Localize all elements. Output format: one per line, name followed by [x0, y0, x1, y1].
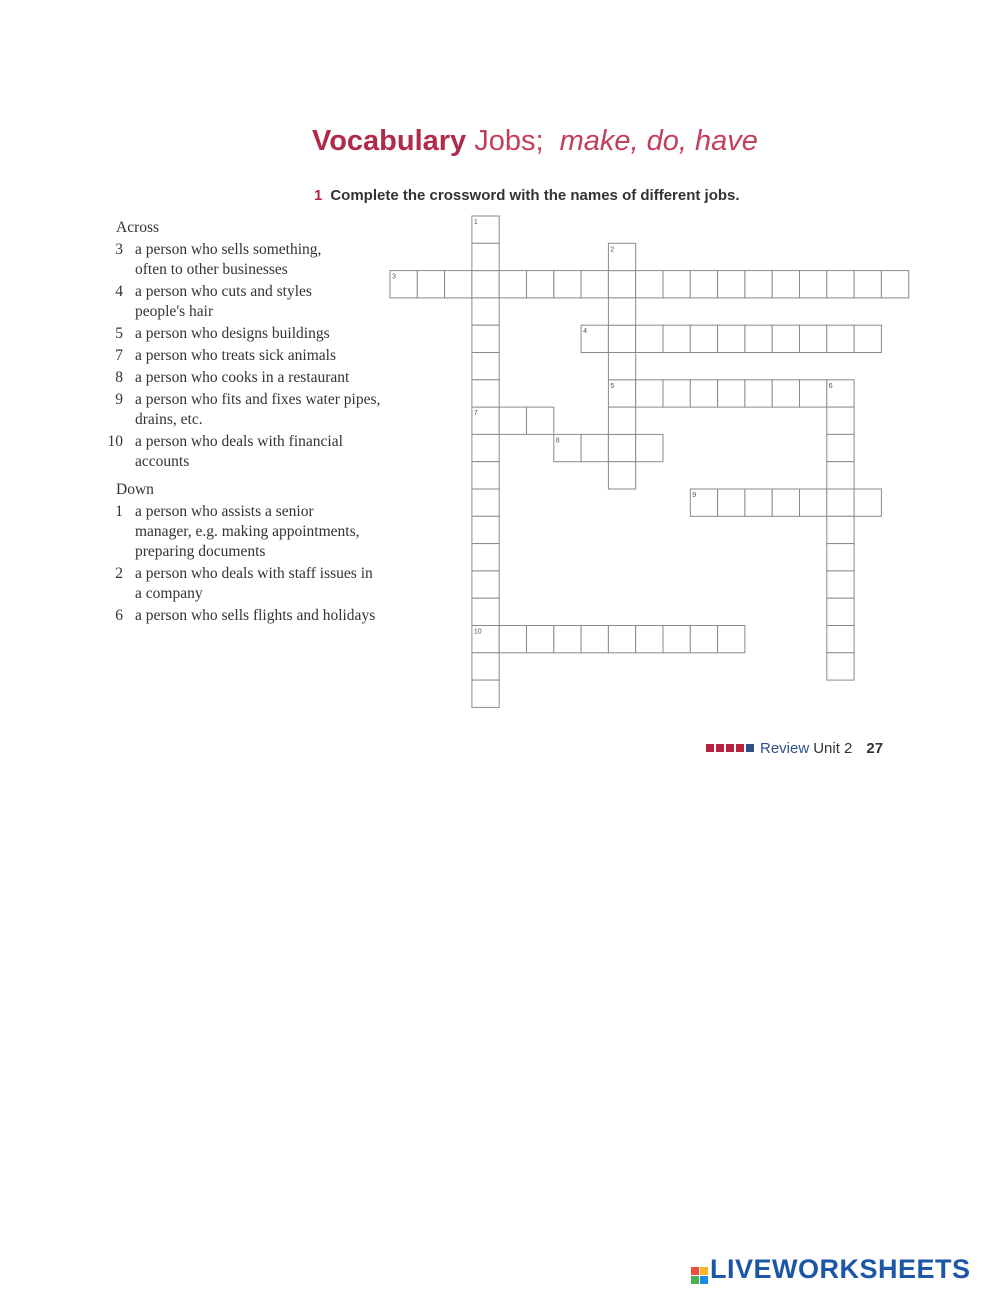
logo-mark-icon	[691, 1267, 708, 1284]
crossword-cell[interactable]	[472, 462, 499, 489]
crossword-cell[interactable]	[472, 298, 499, 325]
crossword-cell[interactable]	[472, 626, 499, 653]
down-clue-6	[104, 606, 414, 626]
crossword-cell[interactable]	[690, 489, 717, 516]
across-clue-10	[104, 432, 414, 472]
clue-text: a person who cuts and styles people's hair	[135, 283, 312, 320]
clue-number-label: 9	[692, 492, 697, 499]
crossword-cell[interactable]	[608, 380, 635, 407]
footer-square-icon	[726, 744, 734, 752]
crossword-cell[interactable]	[854, 325, 881, 352]
across-clue-7	[104, 346, 414, 366]
footer-square-icon	[746, 744, 754, 752]
crossword-cell[interactable]	[881, 271, 908, 298]
crossword-cell[interactable]	[608, 626, 635, 653]
crossword-cell[interactable]	[663, 626, 690, 653]
crossword-cell[interactable]	[554, 271, 581, 298]
crossword-cell[interactable]	[827, 325, 854, 352]
crossword-cell[interactable]	[827, 516, 854, 543]
crossword-cell[interactable]	[472, 216, 499, 243]
down-clues	[104, 502, 414, 626]
logo-text: LIVEWORKSHEETS	[710, 1254, 971, 1284]
crossword-cell[interactable]	[499, 407, 526, 434]
crossword-cell[interactable]	[608, 407, 635, 434]
title-vocabulary: Vocabulary	[312, 125, 467, 157]
crossword-cell[interactable]	[827, 544, 854, 571]
crossword-cell[interactable]	[690, 271, 717, 298]
exercise-instruction	[314, 187, 740, 204]
page-number: 27	[866, 740, 884, 757]
crossword-cell[interactable]	[581, 325, 608, 352]
crossword-cell[interactable]	[608, 434, 635, 461]
clue-number: 10	[107, 433, 123, 450]
crossword-cell[interactable]	[745, 325, 772, 352]
footer-square-icon	[716, 744, 724, 752]
clue-number: 2	[115, 565, 123, 582]
crossword-cell[interactable]	[527, 626, 554, 653]
clue-number: 1	[115, 503, 123, 520]
crossword-cell[interactable]	[608, 243, 635, 270]
liveworksheets-logo[interactable]	[691, 1254, 971, 1285]
crossword-cell[interactable]	[472, 407, 499, 434]
crossword-cell[interactable]	[472, 544, 499, 571]
crossword-cell[interactable]	[718, 325, 745, 352]
crossword-cell[interactable]	[472, 571, 499, 598]
crossword-cell[interactable]	[718, 271, 745, 298]
clue-number-label: 8	[555, 437, 560, 445]
clue-number-label: 6	[828, 382, 833, 390]
clue-number: 3	[115, 241, 123, 258]
crossword-cell[interactable]	[581, 626, 608, 653]
clue-text: a person who treats sick animals	[135, 347, 337, 364]
crossword-cell[interactable]	[745, 380, 772, 407]
crossword-cell[interactable]	[690, 626, 717, 653]
page-title	[312, 125, 758, 158]
crossword-cell[interactable]	[772, 325, 799, 352]
clue-text: a person who deals with staff issues in a company	[135, 565, 373, 602]
crossword-cell[interactable]	[827, 571, 854, 598]
crossword-cell[interactable]	[800, 380, 827, 407]
across-clues	[104, 240, 414, 472]
crossword-cell[interactable]	[636, 271, 663, 298]
crossword-cell[interactable]	[554, 626, 581, 653]
clue-text: a person who deals with financial accounts	[135, 433, 343, 470]
logo-square-icon	[691, 1267, 699, 1275]
crossword-cell[interactable]	[472, 243, 499, 270]
crossword-cell[interactable]	[390, 271, 417, 298]
crossword-cell[interactable]	[472, 516, 499, 543]
crossword-cell[interactable]	[827, 653, 854, 680]
page-footer	[706, 740, 883, 757]
title-jobs: Jobs;	[474, 125, 544, 157]
clue-text: a person who cooks in a restaurant	[135, 369, 350, 386]
footer-squares	[706, 740, 756, 757]
clue-text: a person who designs buildings	[135, 325, 330, 342]
crossword-cell[interactable]	[772, 489, 799, 516]
crossword-cell[interactable]	[718, 626, 745, 653]
crossword-cell[interactable]	[854, 489, 881, 516]
instruction-text: Complete the crossword with the names of different jobs.	[330, 187, 740, 204]
crossword-cell[interactable]	[800, 325, 827, 352]
crossword-cell[interactable]	[499, 626, 526, 653]
crossword-cell[interactable]	[608, 298, 635, 325]
logo-square-icon	[691, 1276, 699, 1284]
footer-square-icon	[736, 744, 744, 752]
down-clue-1	[104, 502, 414, 562]
crossword-cell[interactable]	[772, 271, 799, 298]
crossword-cell[interactable]	[554, 434, 581, 461]
crossword-cell[interactable]	[581, 271, 608, 298]
clue-text: a person who sells something, often to other businesses	[135, 241, 322, 278]
crossword-cell[interactable]	[718, 380, 745, 407]
across-heading: Across	[116, 219, 160, 236]
clue-number: 7	[115, 347, 123, 364]
crossword-cell[interactable]	[772, 380, 799, 407]
logo-square-icon	[700, 1267, 708, 1275]
crossword-cell[interactable]	[472, 271, 499, 298]
crossword-cell[interactable]	[636, 434, 663, 461]
crossword-cell[interactable]	[472, 325, 499, 352]
clue-number-label: 5	[610, 382, 615, 390]
crossword-cell[interactable]	[827, 407, 854, 434]
clue-text: a person who assists a senior manager, e.g. making appointments, preparing documents	[135, 503, 360, 560]
across-clue-5	[104, 324, 414, 344]
clue-number: 5	[115, 325, 123, 342]
crossword-cell[interactable]	[827, 434, 854, 461]
crossword-cell[interactable]	[608, 271, 635, 298]
logo-square-icon	[700, 1276, 708, 1284]
clue-number: 9	[115, 391, 123, 408]
crossword-cell[interactable]	[445, 271, 472, 298]
crossword-cell[interactable]	[472, 680, 499, 707]
crossword-cell[interactable]	[472, 489, 499, 516]
crossword-cell[interactable]	[472, 653, 499, 680]
clue-number-label: 7	[473, 410, 478, 418]
crossword-cell[interactable]	[800, 489, 827, 516]
crossword-cell[interactable]	[608, 462, 635, 489]
crossword-cell[interactable]	[827, 626, 854, 653]
crossword-cell[interactable]	[827, 462, 854, 489]
crossword-cell[interactable]	[472, 353, 499, 380]
across-clue-8	[104, 368, 414, 388]
crossword-cell[interactable]	[636, 380, 663, 407]
crossword-cell[interactable]	[636, 325, 663, 352]
crossword-cell[interactable]	[581, 434, 608, 461]
clue-number: 4	[115, 283, 123, 300]
down-heading: Down	[116, 481, 154, 498]
crossword-cell[interactable]	[472, 434, 499, 461]
crossword-cell[interactable]	[690, 380, 717, 407]
crossword-cell[interactable]	[527, 407, 554, 434]
exercise-number: 1	[314, 187, 323, 204]
across-clue-9	[104, 390, 414, 430]
clue-number-label: 3	[392, 273, 396, 281]
clue-text: a person who fits and fixes water pipes, drains, etc.	[135, 391, 381, 428]
crossword-cell[interactable]	[663, 271, 690, 298]
crossword-cell[interactable]	[827, 489, 854, 516]
crossword-cell[interactable]	[663, 325, 690, 352]
footer-unit: Unit 2	[813, 740, 853, 757]
clue-number-label: 4	[583, 328, 588, 336]
across-clue-4	[104, 282, 414, 322]
across-clue-3	[104, 240, 414, 280]
crossword-cell[interactable]	[417, 271, 444, 298]
clue-text: a person who sells flights and holidays	[135, 607, 376, 624]
down-clue-2	[104, 564, 414, 604]
crossword-cell[interactable]	[745, 271, 772, 298]
crossword-cell[interactable]	[527, 271, 554, 298]
crossword-cell[interactable]	[827, 380, 854, 407]
crossword-cell[interactable]	[472, 598, 499, 625]
crossword-cell[interactable]	[745, 489, 772, 516]
crossword-cell[interactable]	[636, 626, 663, 653]
crossword-cell[interactable]	[800, 271, 827, 298]
clue-number-label: 2	[610, 246, 615, 254]
crossword-cell[interactable]	[472, 380, 499, 407]
clue-number-label: 1	[473, 219, 478, 226]
crossword-cell[interactable]	[499, 271, 526, 298]
crossword-cell[interactable]	[827, 271, 854, 298]
crossword-cell[interactable]	[827, 598, 854, 625]
clue-list	[104, 218, 414, 628]
crossword-cell[interactable]	[718, 489, 745, 516]
clue-number: 6	[115, 607, 123, 624]
clue-number: 8	[115, 369, 123, 386]
crossword-cell[interactable]	[854, 271, 881, 298]
crossword-cell[interactable]	[663, 380, 690, 407]
crossword-cell[interactable]	[690, 325, 717, 352]
clue-number-label: 10	[473, 628, 482, 636]
title-make-do-have: make, do, have	[559, 125, 758, 157]
crossword-cell[interactable]	[608, 353, 635, 380]
crossword-cell[interactable]	[608, 325, 635, 352]
footer-review: Review	[760, 740, 810, 757]
footer-square-icon	[706, 744, 714, 752]
